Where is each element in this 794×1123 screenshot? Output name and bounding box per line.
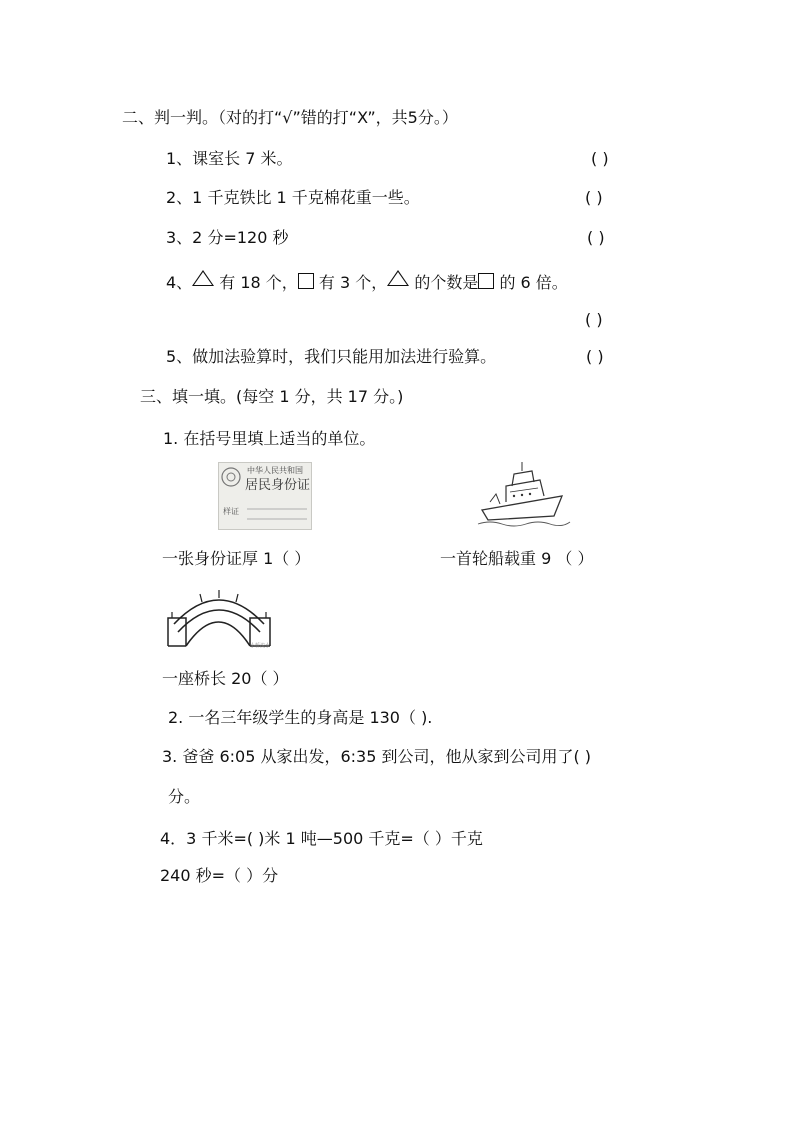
triangle-icon [192,270,214,286]
bridge-caption: 小桥流水 [250,643,271,649]
ship-icon [474,458,572,530]
ship-image [474,458,572,530]
fill-question-2: 2. 一名三年级学生的身高是 130（ ). [168,708,433,727]
q4-number: 4、 [166,273,193,292]
id-card-country: 中华人民共和国 [247,466,303,475]
answer-paren-5[interactable]: ( ) [586,347,604,366]
q4-part2: 有 3 个， [313,273,388,292]
ship-question: 一首轮船载重 9 （ ） [440,549,594,568]
judge-question-2: 2、1 千克铁比 1 千克棉花重一些。 [166,188,420,207]
square-icon [478,273,494,289]
answer-paren-4[interactable]: ( ) [585,310,603,329]
id-card-image [218,462,312,530]
q4-part3: 的个数是 [409,273,479,292]
section2-title: 二、判一判。（对的打“√”错的打“X”，共5分。） [122,108,458,127]
judge-question-5: 5、做加法验算时，我们只能用加法进行验算。 [166,347,497,366]
judge-question-4 [166,270,568,293]
section3-title: 三、填一填。(每空 1 分，共 17 分。) [140,387,404,406]
id-card-name: 居民身份证 [245,478,311,493]
fill-question-4-line1: 4．3 千米=( )米 1 吨—500 千克=（ ）千克 [160,829,483,848]
judge-question-3: 3、2 分=120 秒 [166,228,289,247]
answer-paren-1[interactable]: ( ) [591,149,609,168]
judge-question-1: 1、课室长 7 米。 [166,149,293,168]
id-card-stamp: 样证 [223,507,239,516]
answer-paren-2[interactable]: ( ) [585,188,603,207]
fill-question-4-line2: 240 秒=（ ）分 [160,866,279,885]
fill-question-3-line2: 分。 [168,787,201,806]
triangle-icon [387,270,409,286]
bridge-image [164,588,274,650]
id-card-question: 一张身份证厚 1（ ） [162,549,311,568]
bridge-icon [164,588,274,650]
q4-part4: 的 6 倍。 [494,273,568,292]
fill-question-1: 1. 在括号里填上适当的单位。 [163,429,376,448]
answer-paren-3[interactable]: ( ) [587,228,605,247]
bridge-question: 一座桥长 20（ ） [162,669,289,688]
q4-part1: 有 18 个， [214,273,298,292]
fill-question-3-line1: 3. 爸爸 6:05 从家出发，6:35 到公司，他从家到公司用了( ) [162,747,592,766]
square-icon [298,273,314,289]
